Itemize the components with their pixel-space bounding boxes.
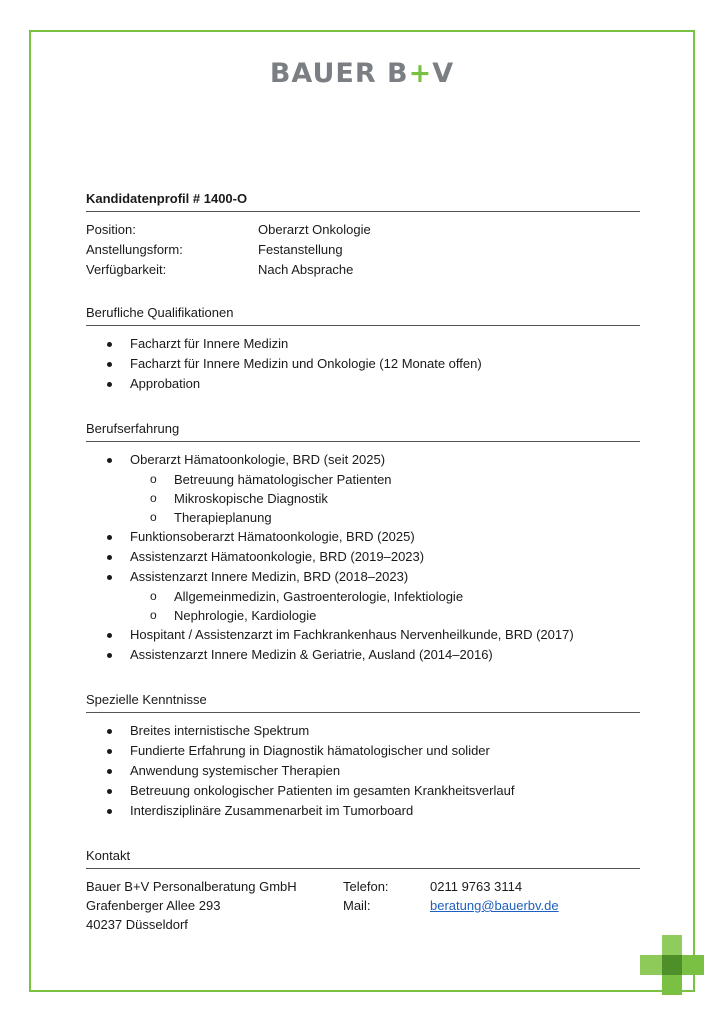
profile-content	[86, 190, 640, 934]
contact-heading: Kontakt	[86, 848, 131, 863]
divider	[86, 712, 640, 713]
list-item: Hospitant / Assistenzarzt im Fachkrankenhaus Nervenheilkunde, BRD (2017)	[86, 625, 640, 645]
phone-label: Telefon:	[343, 879, 389, 894]
list-item: Funktionsoberarzt Hämatoonkologie, BRD (2025)	[86, 527, 640, 547]
sub-list-item: o Mikroskopische Diagnostik	[130, 489, 640, 508]
profile-title: Kandidatenprofil # 1400-O	[86, 191, 248, 206]
list-item: Assistenzarzt Innere Medizin & Geriatrie, Ausland (2014–2016)	[86, 645, 640, 665]
company-logo	[0, 58, 724, 89]
address	[86, 877, 343, 934]
email-link[interactable]: beratung@bauerbv.de	[430, 898, 559, 913]
field-value: Festanstellung	[258, 242, 343, 257]
experience-heading: Berufserfahrung	[86, 421, 180, 436]
logo-plus: +	[408, 58, 433, 89]
phone-number: 0211 9763 3114	[430, 879, 523, 894]
contact-values	[430, 877, 559, 934]
experience-title: Assistenzarzt Innere Medizin, BRD (2018–2023)	[130, 569, 409, 584]
list-item: Breites internistische Spektrum	[86, 721, 640, 741]
sub-list-item: o Betreuung hämatologischer Patienten	[130, 470, 640, 489]
field-label: Position:	[86, 222, 136, 237]
field-label: Anstellungsform:	[86, 242, 183, 257]
brand-cross-icon	[640, 935, 704, 995]
divider	[86, 325, 640, 326]
field-employment-type	[86, 240, 640, 260]
divider	[86, 441, 640, 442]
list-item: Betreuung onkologischer Patienten im gesamten Krankheitsverlauf	[86, 781, 640, 801]
field-availability	[86, 260, 640, 280]
experience-details	[130, 587, 640, 625]
qualifications-list	[86, 334, 640, 394]
logo-text-main: BAUER B	[269, 58, 409, 89]
experience-list	[86, 450, 640, 665]
experience-title: Oberarzt Hämatoonkologie, BRD (seit 2025)	[130, 452, 386, 467]
profile-fields	[86, 220, 640, 280]
list-item	[86, 450, 640, 527]
street: Grafenberger Allee 293	[86, 898, 221, 913]
sub-list-item: o Therapieplanung	[130, 508, 640, 527]
field-value: Nach Absprache	[258, 262, 354, 277]
list-item: Approbation	[86, 374, 640, 394]
contact-labels	[343, 877, 430, 934]
list-item: Interdisziplinäre Zusammenarbeit im Tumorboard	[86, 801, 640, 821]
list-item	[86, 567, 640, 625]
list-item: Fundierte Erfahrung in Diagnostik hämatologischer und solider	[86, 741, 640, 761]
list-item: Assistenzarzt Hämatoonkologie, BRD (2019–2023)	[86, 547, 640, 567]
field-position	[86, 220, 640, 240]
mail-label: Mail:	[343, 898, 371, 913]
sub-list-item: o Nephrologie, Kardiologie	[130, 606, 640, 625]
list-item: Facharzt für Innere Medizin und Onkologie (12 Monate offen)	[86, 354, 640, 374]
qualifications-heading: Berufliche Qualifikationen	[86, 305, 234, 320]
list-item: Anwendung systemischer Therapien	[86, 761, 640, 781]
divider	[86, 868, 640, 869]
contact-block	[86, 877, 640, 934]
list-item: Facharzt für Innere Medizin	[86, 334, 640, 354]
skills-heading: Spezielle Kenntnisse	[86, 692, 207, 707]
logo-text-end: V	[432, 58, 455, 89]
divider	[86, 211, 640, 212]
experience-details	[130, 470, 640, 527]
field-value: Oberarzt Onkologie	[258, 222, 371, 237]
city: 40237 Düsseldorf	[86, 917, 188, 932]
company-name: Bauer B+V Personalberatung GmbH	[86, 879, 297, 894]
field-label: Verfügbarkeit:	[86, 262, 167, 277]
skills-list	[86, 721, 640, 821]
sub-list-item: o Allgemeinmedizin, Gastroenterologie, Infektiologie	[130, 587, 640, 606]
